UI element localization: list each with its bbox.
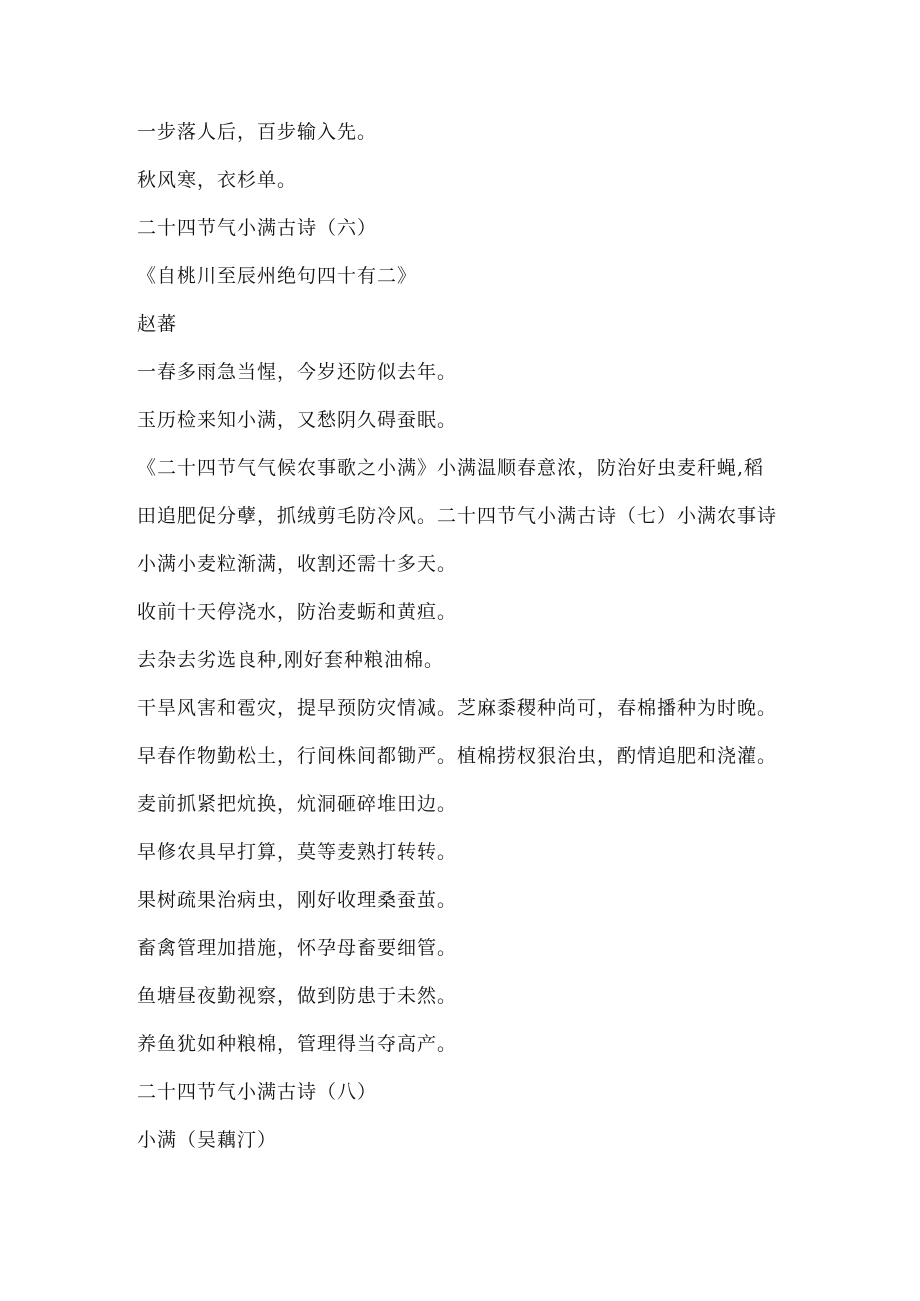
poem-line: 一春多雨急当惺，今岁还防似去年。 bbox=[137, 361, 458, 383]
poem-line: 鱼塘昼夜勤视察，做到防患于未然。 bbox=[137, 985, 458, 1007]
text-line: 田追肥促分孽，抓绒剪毛防冷风。二十四节气小满古诗（七）小满农事诗 bbox=[137, 505, 778, 527]
poem-line: 麦前抓紧把炕换，炕洞砸碎堆田边。 bbox=[137, 793, 458, 815]
poem-line: 小满小麦粒渐满，收割还需十多天。 bbox=[137, 553, 458, 575]
poem-line: 早修农具早打算，莫等麦熟打转转。 bbox=[137, 841, 458, 863]
poem-line: 畜禽管理加措施，怀孕母畜要细管。 bbox=[137, 937, 458, 959]
section-heading: 二十四节气小满古诗（六） bbox=[137, 217, 378, 239]
poem-author: 赵蕃 bbox=[137, 313, 178, 335]
text-line: 秋风寒，衣杉单。 bbox=[137, 169, 298, 191]
poem-line: 去杂去劣选良种,刚好套种粮油棉。 bbox=[137, 649, 445, 671]
poem-line: 收前十天停浇水，防治麦蛎和黄疸。 bbox=[137, 601, 458, 623]
poem-line: 早春作物勤松土，行间株间都锄严。植棉捞杈狠治虫，酌情追肥和浇灌。 bbox=[137, 745, 778, 767]
poem-line: 养鱼犹如种粮棉，管理得当夺高产。 bbox=[137, 1033, 458, 1055]
text-line: 一步落人后，百步输入先。 bbox=[137, 121, 378, 143]
poem-title: 《自桃川至辰州绝句四十有二》 bbox=[137, 265, 418, 287]
poem-line: 干旱风害和雹灾，提早预防灾情减。芝麻黍稷种尚可，春棉播种为时晚。 bbox=[137, 697, 778, 719]
poem-title: 小满（吴藕汀） bbox=[137, 1129, 278, 1151]
document-body bbox=[137, 112, 797, 1168]
section-heading: 二十四节气小满古诗（八） bbox=[137, 1081, 378, 1103]
poem-line: 果树疏果治病虫，刚好收理桑蚕茧。 bbox=[137, 889, 458, 911]
poem-line: 玉历检来知小满，又愁阴久碍蚕眠。 bbox=[137, 409, 458, 431]
text-line: 《二十四节气气候农事歌之小满》小满温顺春意浓，防治好虫麦秆蝇,稻 bbox=[137, 457, 765, 479]
